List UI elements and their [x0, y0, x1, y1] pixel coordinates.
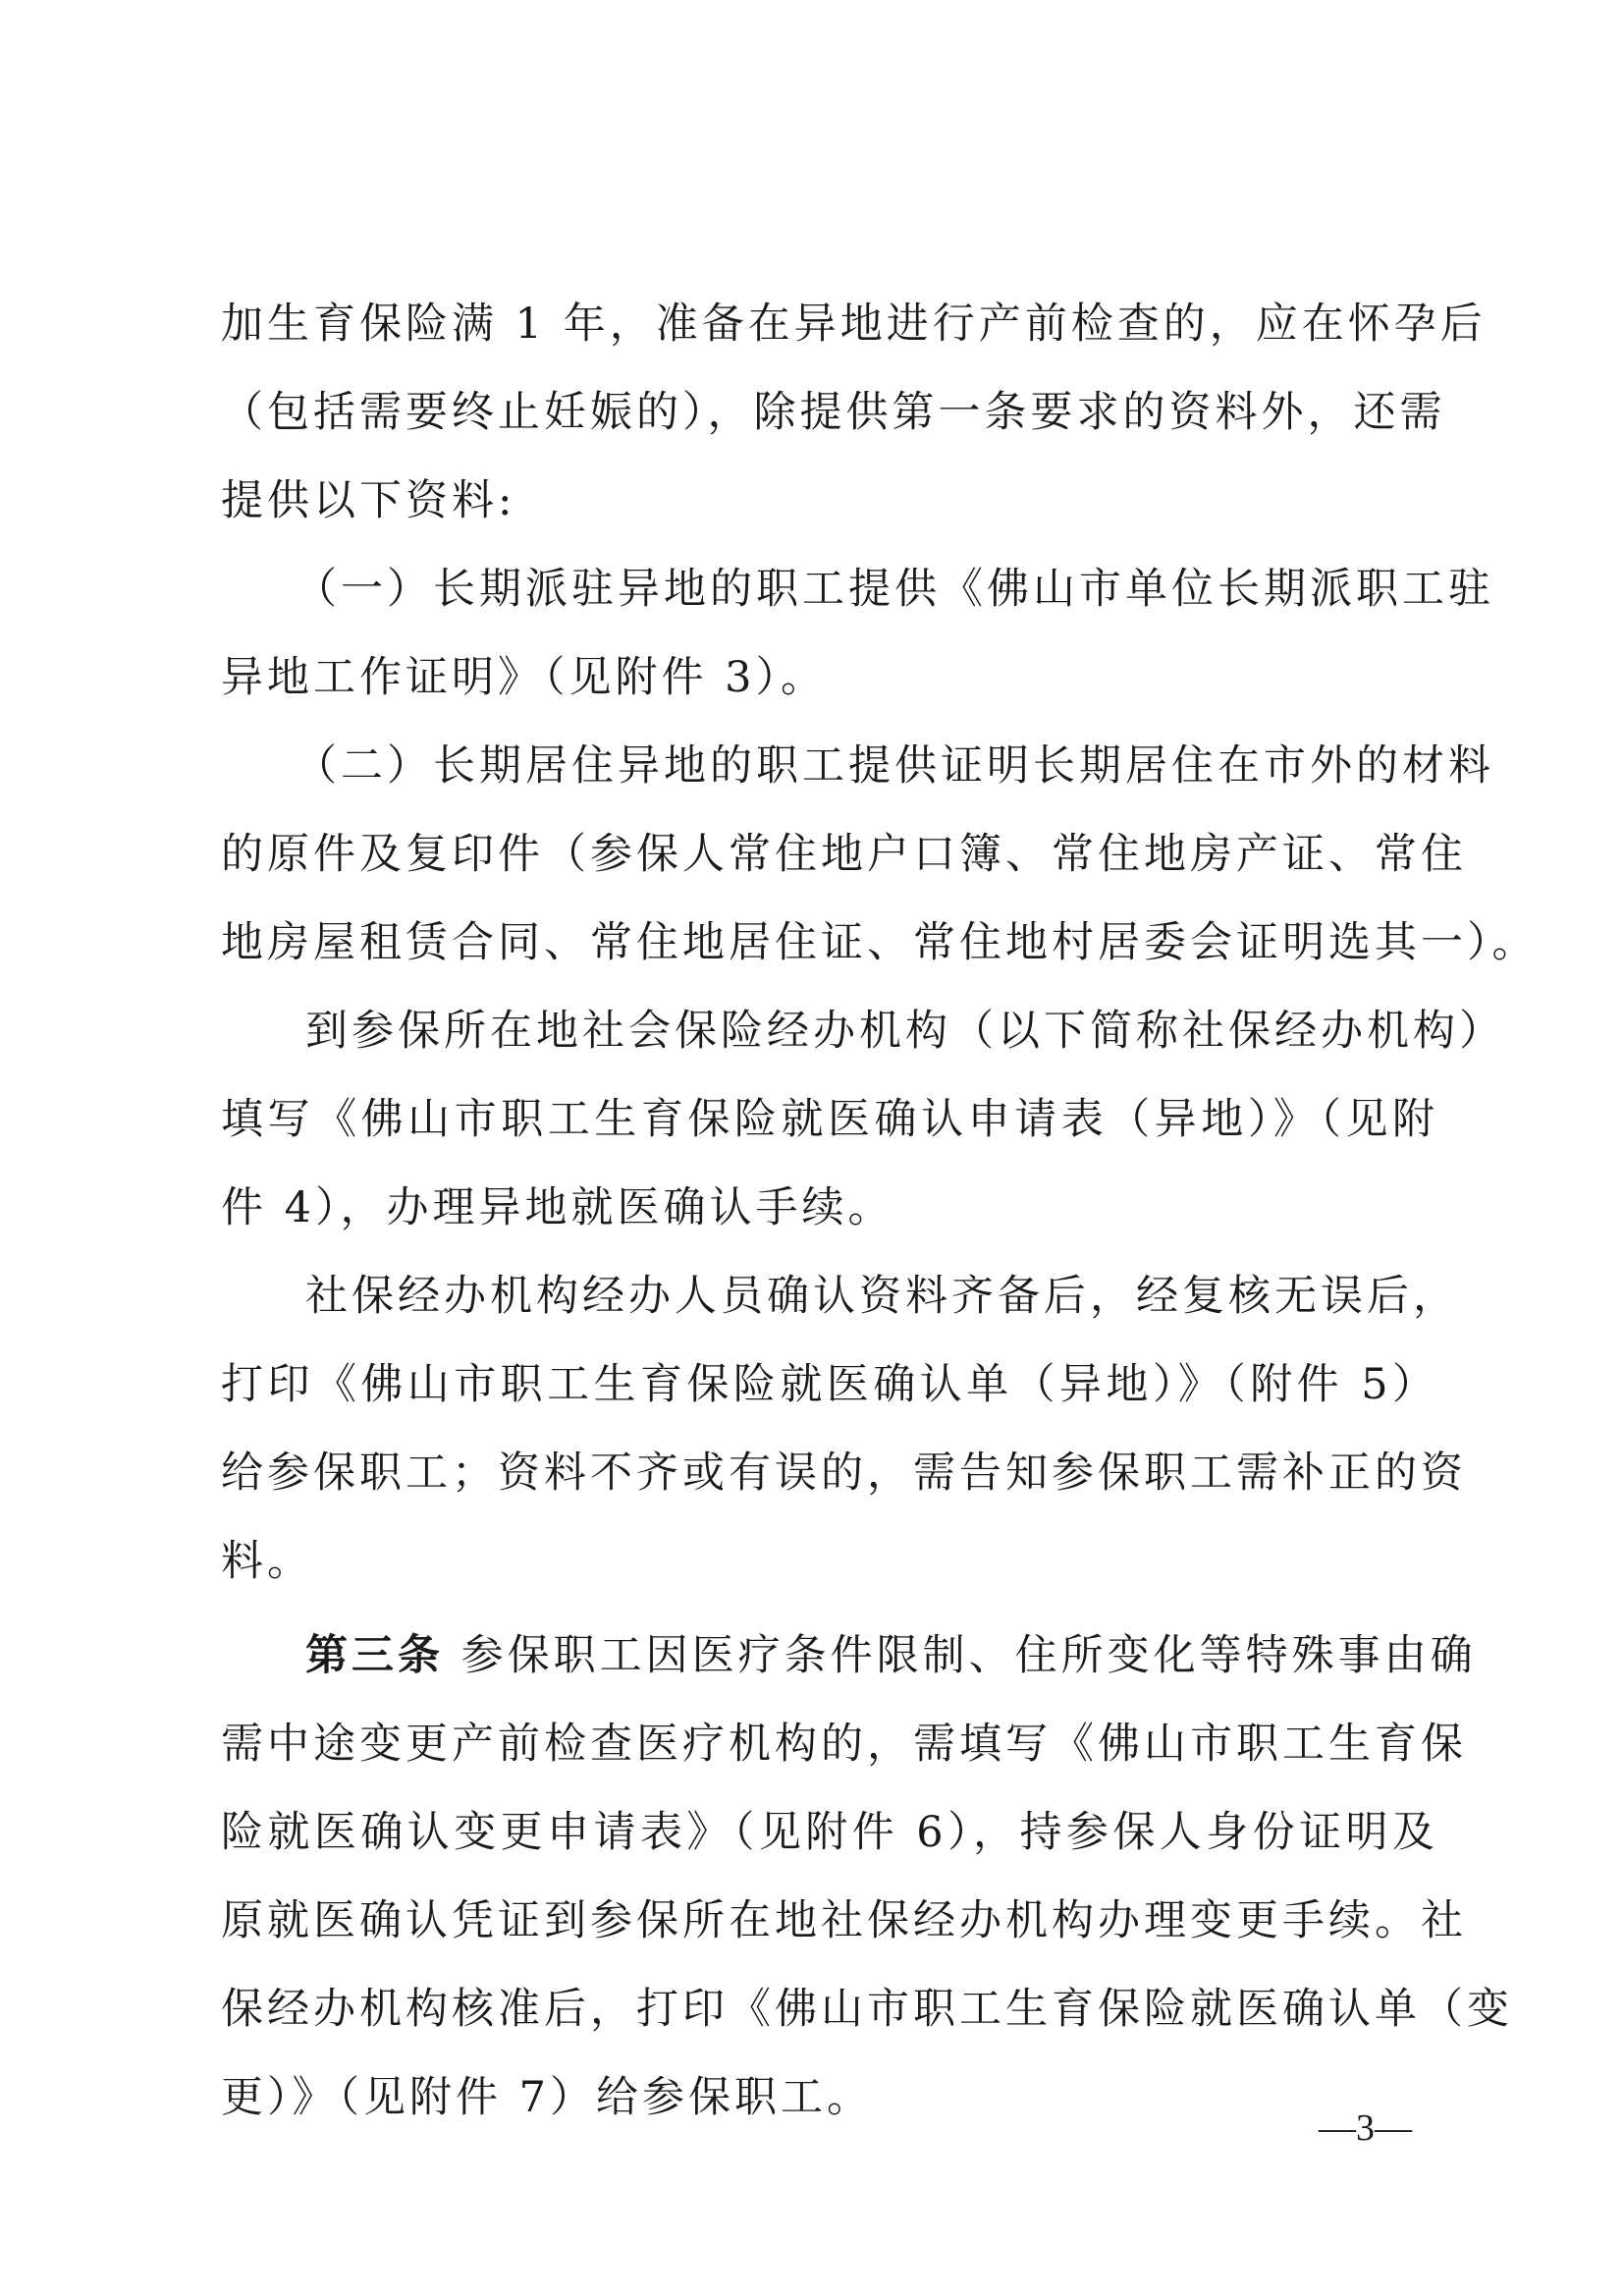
text-line: 更）》（见附件 7）给参保职工。 — [221, 2073, 874, 2122]
article-3-first-line — [221, 1612, 1477, 1700]
article-heading: 第三条 — [305, 1631, 444, 1680]
text-line: 异地工作证明》（见附件 3）。 — [221, 653, 828, 702]
text-line: 需中途变更产前检查医疗机构的，需填写《佛山市职工生育保 — [221, 1720, 1467, 1769]
text-line: 提供以下资料: — [221, 476, 516, 525]
text-line: 件 4），办理异地就医确认手续。 — [221, 1183, 894, 1232]
text-line: 的原件及复印件（参保人常住地户口簿、常住地房产证、常住 — [221, 830, 1467, 879]
text-line: （一）长期派驻异地的职工提供《佛山市单位长期派职工驻 — [295, 565, 1494, 614]
text-line: 给参保职工；资料不齐或有误的，需告知参保职工需补正的资 — [221, 1449, 1467, 1498]
text-line: 加生育保险满 1 年，准备在异地进行产前检查的，应在怀孕后 — [221, 300, 1487, 349]
text-line: 到参保所在地社会保险经办机构（以下简称社保经办机构） — [305, 1007, 1505, 1056]
text-line: 原就医确认凭证到参保所在地社保经办机构办理变更手续。社 — [221, 1896, 1467, 1945]
text-line: 填写《佛山市职工生育保险就医确认申请表（异地）》（见附 — [221, 1095, 1438, 1144]
document-body — [221, 280, 1539, 2142]
text-line: 打印《佛山市职工生育保险就医确认单（异地）》（附件 5） — [221, 1360, 1438, 1409]
text-line: 地房屋租赁合同、常住地居住证、常住地村居委会证明选其一）。 — [221, 918, 1539, 967]
page-number: —3— — [1319, 2107, 1412, 2149]
text-line: 参保职工因医疗条件限制、住所变化等特殊事由确 — [460, 1631, 1477, 1680]
text-line: 料。 — [221, 1537, 313, 1586]
text-line: 社保经办机构经办人员确认资料齐备后，经复核无误后， — [305, 1272, 1459, 1321]
text-line: 险就医确认变更申请表》（见附件 6），持参保人身份证明及 — [221, 1808, 1438, 1857]
text-line: 保经办机构核准后，打印《佛山市职工生育保险就医确认单（变 — [221, 1985, 1513, 2034]
text-line: （包括需要终止妊娠的），除提供第一条要求的资料外，还需 — [221, 388, 1446, 437]
text-line: （二）长期居住异地的职工提供证明长期居住在市外的材料 — [295, 741, 1494, 791]
